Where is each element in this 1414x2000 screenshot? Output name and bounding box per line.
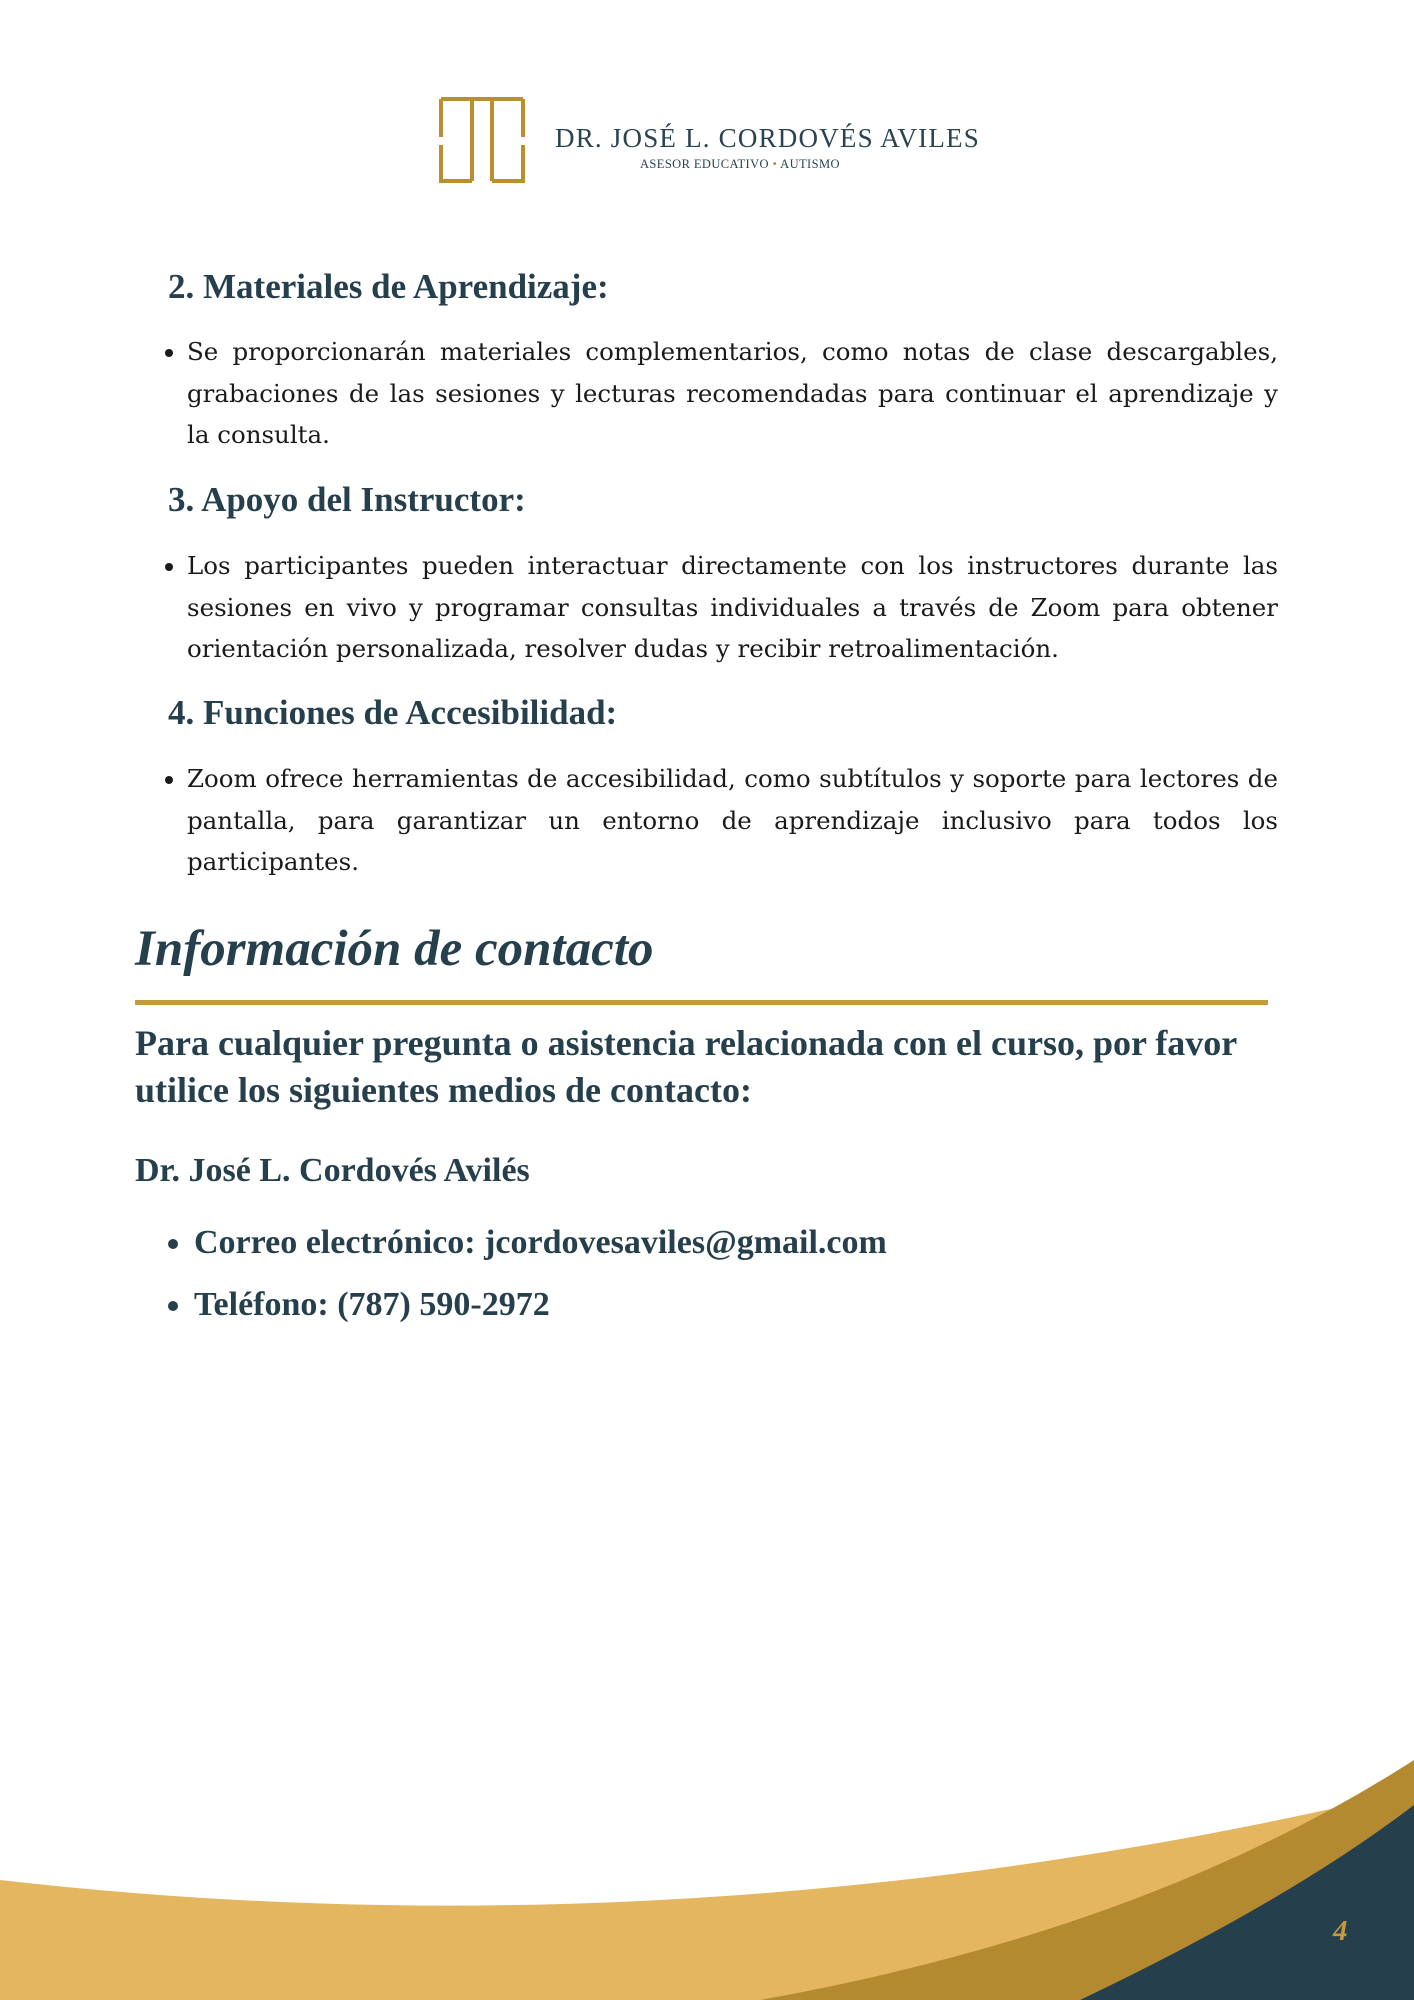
title-divider [135, 1000, 1268, 1005]
list-item: • Se proporcionarán materiales complementarios, como notas de clase descargables, grabaciones de las sesiones y lecturas recomendadas para continuar el aprendizaje y la consulta. [187, 331, 1278, 456]
list-item: • Los participantes pueden interactuar directamente con los instructores durante las sesiones en vivo y programar consultas individuales a través de Zoom para obtener orientación personalizada, resolver dudas y recibir retroalimentación. [187, 545, 1278, 670]
section-heading-accessibility: 4. Funciones de Accesibilidad: [168, 693, 618, 732]
footer-wave-decoration [0, 1700, 1414, 2000]
tagline-right: AUTISMO [780, 157, 840, 171]
document-header [438, 95, 980, 185]
tagline-left: ASESOR EDUCATIVO [640, 157, 769, 171]
section-heading-materials: 2. Materiales de Aprendizaje: [168, 267, 609, 306]
list-item: • Zoom ofrece herramientas de accesibilidad, como subtítulos y soporte para lectores de pantalla, para garantizar un entorno de aprendizaje inclusivo para todos los participantes. [187, 758, 1278, 883]
section-list-accessibility [147, 758, 1278, 883]
page-number: 4 [1333, 1915, 1348, 1947]
brand-tagline [640, 157, 840, 172]
contact-list [135, 1212, 1294, 1336]
section-list-instructor-support [147, 545, 1278, 670]
section-list-materials [147, 331, 1278, 456]
section-heading-instructor-support: 3. Apoyo del Instructor: [168, 480, 526, 519]
contact-intro: Para cualquier pregunta o asistencia relacionada con el curso, por favor utilice los siguientes medios de contacto: [135, 1023, 1237, 1110]
contact-phone: • Teléfono: (787) 590-2972 [194, 1274, 1294, 1336]
brand-name: DR. JOSÉ L. CORDOVÉS AVILES [555, 123, 980, 153]
contact-email: • Correo electrónico: jcordovesaviles@gmail.com [194, 1212, 1294, 1274]
tagline-separator: • [772, 157, 778, 171]
jc-monogram-logo [438, 97, 526, 183]
contact-title: Información de contacto [135, 921, 654, 977]
contact-name: Dr. José L. Cordovés Avilés [135, 1152, 530, 1189]
